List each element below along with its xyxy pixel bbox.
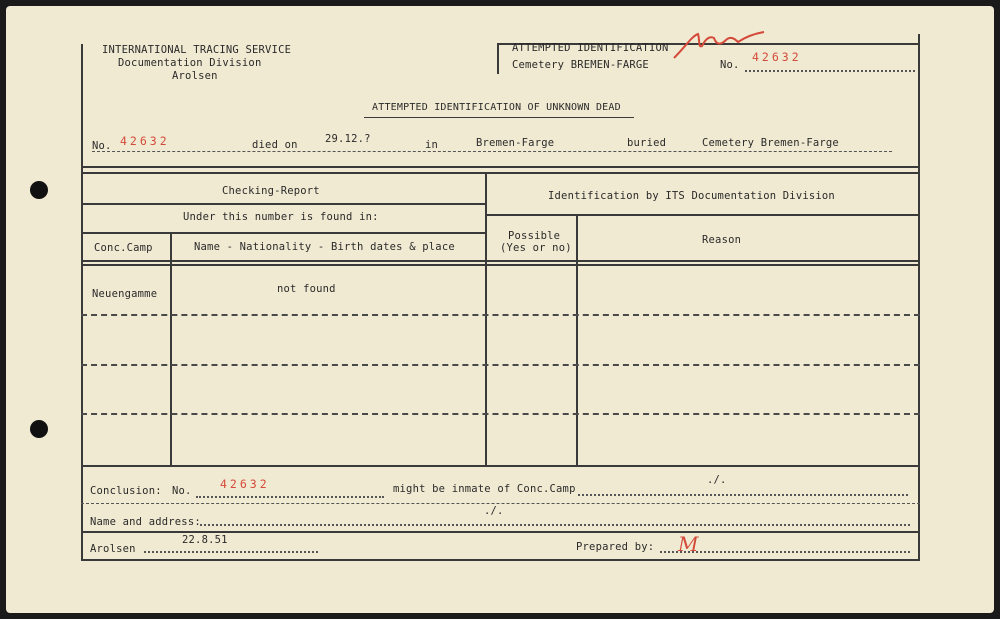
row-line [81,364,920,366]
header-row-line-b [81,264,920,266]
inmate-text: might be inmate of Conc.Camp [393,483,576,495]
col-header-possible: Possible [508,230,561,242]
handwritten-note [668,24,778,64]
record-underline [92,151,892,152]
in-label: in [425,139,439,151]
footer-date-dots [144,551,318,553]
section-divider [485,172,487,466]
checking-title: Checking-Report [222,185,320,197]
frame-left [81,44,83,560]
checking-subtitle: Under this number is found in: [183,211,379,223]
col-header-possible-sub: (Yes or no) [500,242,572,254]
col-divider-possible [576,214,578,466]
conclusion-no-value: 42632 [220,477,270,491]
form-title-underline [364,117,634,118]
buried-label: buried [627,137,667,149]
row-camp: Neuengamme [92,288,158,300]
inmate-dots [578,494,908,496]
died-value: 29.12.? [325,133,371,145]
identification-title-line [485,214,920,216]
name-address-label: Name and address: [90,516,201,528]
punch-hole [30,420,48,438]
conclusion-no-dots [196,496,384,498]
name-address-value: ./. [484,505,504,517]
died-label: died on [252,139,298,151]
frame-bottom [81,559,920,561]
conclusion-label: Conclusion: [90,485,162,497]
col-header-camp: Conc.Camp [94,242,153,254]
header-no-value: 42632 [752,50,802,64]
org-name: INTERNATIONAL TRACING SERVICE [102,44,292,56]
table-bottom-line [81,465,920,467]
footer-date: 22.8.51 [182,534,228,546]
conclusion-no-label: No. [172,485,192,497]
inmate-value: ./. [707,474,727,486]
table-top-double-b [81,172,920,174]
frame-right [918,34,920,560]
header-row-line-a [81,260,920,262]
buried-value: Cemetery Bremen-Farge [702,137,839,149]
header-no-dots [745,70,915,72]
conclusion-line [81,503,920,504]
row-line [81,413,920,415]
checking-title-line [81,203,485,205]
prepared-signature: M [678,532,699,556]
col-header-reason: Reason [702,234,742,246]
org-division: Documentation Division [118,57,262,69]
col-header-name: Name - Nationality - Birth dates & place [194,241,455,253]
record-no-value: 42632 [120,134,170,148]
footer-place: Arolsen [90,543,136,555]
form-title: ATTEMPTED IDENTIFICATION OF UNKNOWN DEAD [372,102,621,113]
footer-line [81,531,920,533]
header-no-label: No. [720,59,740,71]
prepared-label: Prepared by: [576,541,655,553]
row-name: not found [277,283,336,295]
checking-subtitle-line [81,232,485,234]
header-cemetery: Cemetery BREMEN-FARGE [512,59,649,71]
header-box-title: ATTEMPTED IDENTIFICATION [512,42,669,54]
identification-title: Identification by ITS Documentation Division [548,190,835,202]
record-no-label: No. [92,140,112,152]
row-line [81,314,920,316]
name-address-dots [200,524,910,526]
header-box-left-border [497,44,499,74]
in-value: Bremen-Farge [476,137,555,149]
col-divider-camp [170,232,172,466]
punch-hole [30,181,48,199]
table-top-double-a [81,166,920,168]
org-location: Arolsen [172,70,218,82]
